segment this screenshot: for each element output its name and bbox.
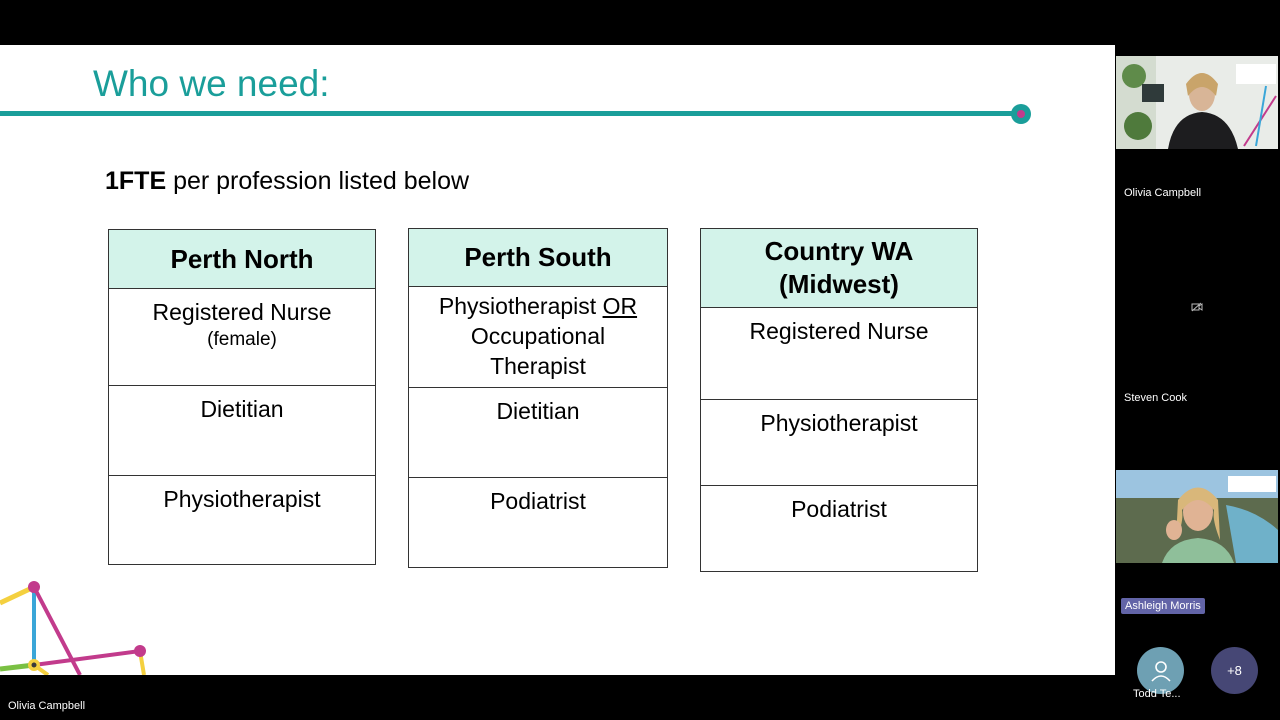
profession-cell <box>701 486 977 570</box>
profession-label: Physiotherapist <box>438 293 603 319</box>
participant-video-tile[interactable] <box>1116 470 1278 563</box>
profession-label: Registered Nurse <box>749 318 929 344</box>
slide-subtitle <box>105 167 469 196</box>
profession-cell <box>109 289 375 386</box>
profession-cell <box>409 287 667 388</box>
region-table-country-wa <box>700 228 978 572</box>
profession-label: Registered Nurse <box>152 299 332 325</box>
region-header <box>701 229 977 308</box>
participant-avatar[interactable] <box>1137 647 1184 694</box>
participant-video-tile[interactable] <box>1116 56 1278 149</box>
region-table-perth-south <box>408 228 668 568</box>
slide-title: Who we need: <box>93 63 330 104</box>
region-header: Perth South <box>409 229 667 287</box>
participant-video-image <box>1116 470 1278 563</box>
more-participants-button[interactable]: +8 <box>1211 647 1258 694</box>
profession-label: Physiotherapist <box>163 486 321 512</box>
profession-label: Dietitian <box>496 398 580 424</box>
profession-cell <box>409 388 667 478</box>
profession-cell <box>701 400 977 486</box>
shared-slide <box>0 45 1115 675</box>
region-header-line: Country WA <box>764 236 914 266</box>
divider-dot-icon <box>1011 104 1031 124</box>
profession-note: (female) <box>207 329 277 350</box>
network-logo-decoration <box>0 575 160 675</box>
subtitle-text: per profession listed below <box>166 167 470 195</box>
camera-off-icon <box>1191 302 1203 312</box>
participant-name: Olivia Campbell <box>1124 187 1202 199</box>
participant-video-image <box>1116 56 1278 149</box>
participant-name-badge: Ashleigh Morris <box>1121 598 1205 614</box>
profession-label: Podiatrist <box>490 488 586 514</box>
region-table-perth-north <box>108 229 376 565</box>
subtitle-bold: 1FTE <box>105 167 167 195</box>
profession-label: Podiatrist <box>791 496 887 522</box>
region-header-line: (Midwest) <box>779 269 899 299</box>
profession-label: Occupational Therapist <box>470 323 606 379</box>
profession-label: Dietitian <box>200 396 284 422</box>
profession-cell <box>409 478 667 567</box>
participant-name: Todd Te... <box>1133 688 1181 700</box>
person-icon <box>1150 660 1172 682</box>
profession-cell <box>109 386 375 476</box>
profession-cell <box>109 476 375 564</box>
profession-or-label: OR <box>602 293 638 319</box>
region-header: Perth North <box>109 230 375 289</box>
profession-cell <box>701 308 977 400</box>
participant-name: Steven Cook <box>1124 392 1187 404</box>
profession-label: Physiotherapist <box>760 410 918 436</box>
presenter-name: Olivia Campbell <box>8 700 86 712</box>
title-divider <box>0 111 1022 116</box>
